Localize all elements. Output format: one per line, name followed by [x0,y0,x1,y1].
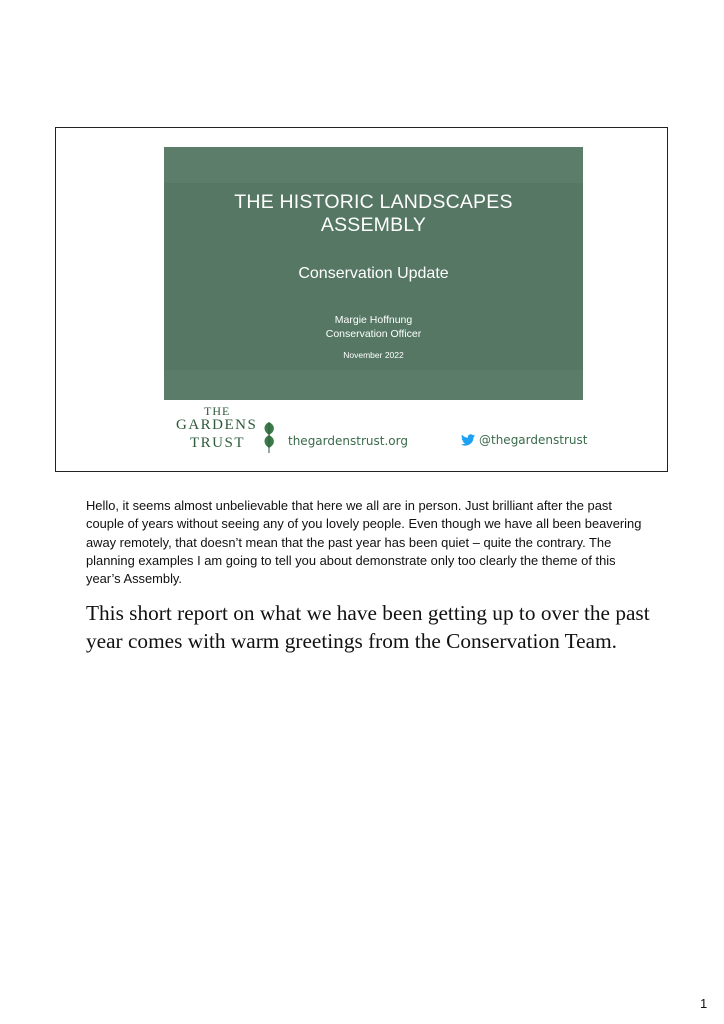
panel-bottom-band [164,370,583,400]
slide-title-panel [164,147,583,400]
slide-title: THE HISTORIC LANDSCAPES ASSEMBLY [234,191,513,236]
website-link: thegardenstrust.org [288,434,408,448]
twitter-handle: @thegardenstrust [461,433,587,447]
presenter-role: Conservation Officer [325,328,422,340]
page-number: 1 [700,996,708,1011]
speaker-notes-large: This short report on what we have been getting up to over the past year comes with warm greetings from the Conservation Team. [86,601,650,653]
gardens-trust-logo: THE GARDENS TRUST [174,404,284,456]
presenter-name: Margie Hoffnung [334,314,413,326]
slide-thumbnail [55,127,668,472]
presenter-info [164,313,583,341]
panel-top-band [164,147,583,183]
leaf-icon [260,420,278,454]
slide-subtitle: Conservation Update [298,265,449,282]
presentation-date: November 2022 [343,350,404,360]
twitter-bird-icon [461,434,475,446]
speaker-notes: Hello, it seems almost unbelievable that here we all are in person. Just brilliant after the past couple of years without seeing any of you lovely people. Even though we have all been beavering away remotely, that doesn’t mean that the past year has been quiet – quite the contrary. The planning examples I am going to tell you about demonstrate only too clearly the theme of this year’s Assembly. [86,498,642,587]
